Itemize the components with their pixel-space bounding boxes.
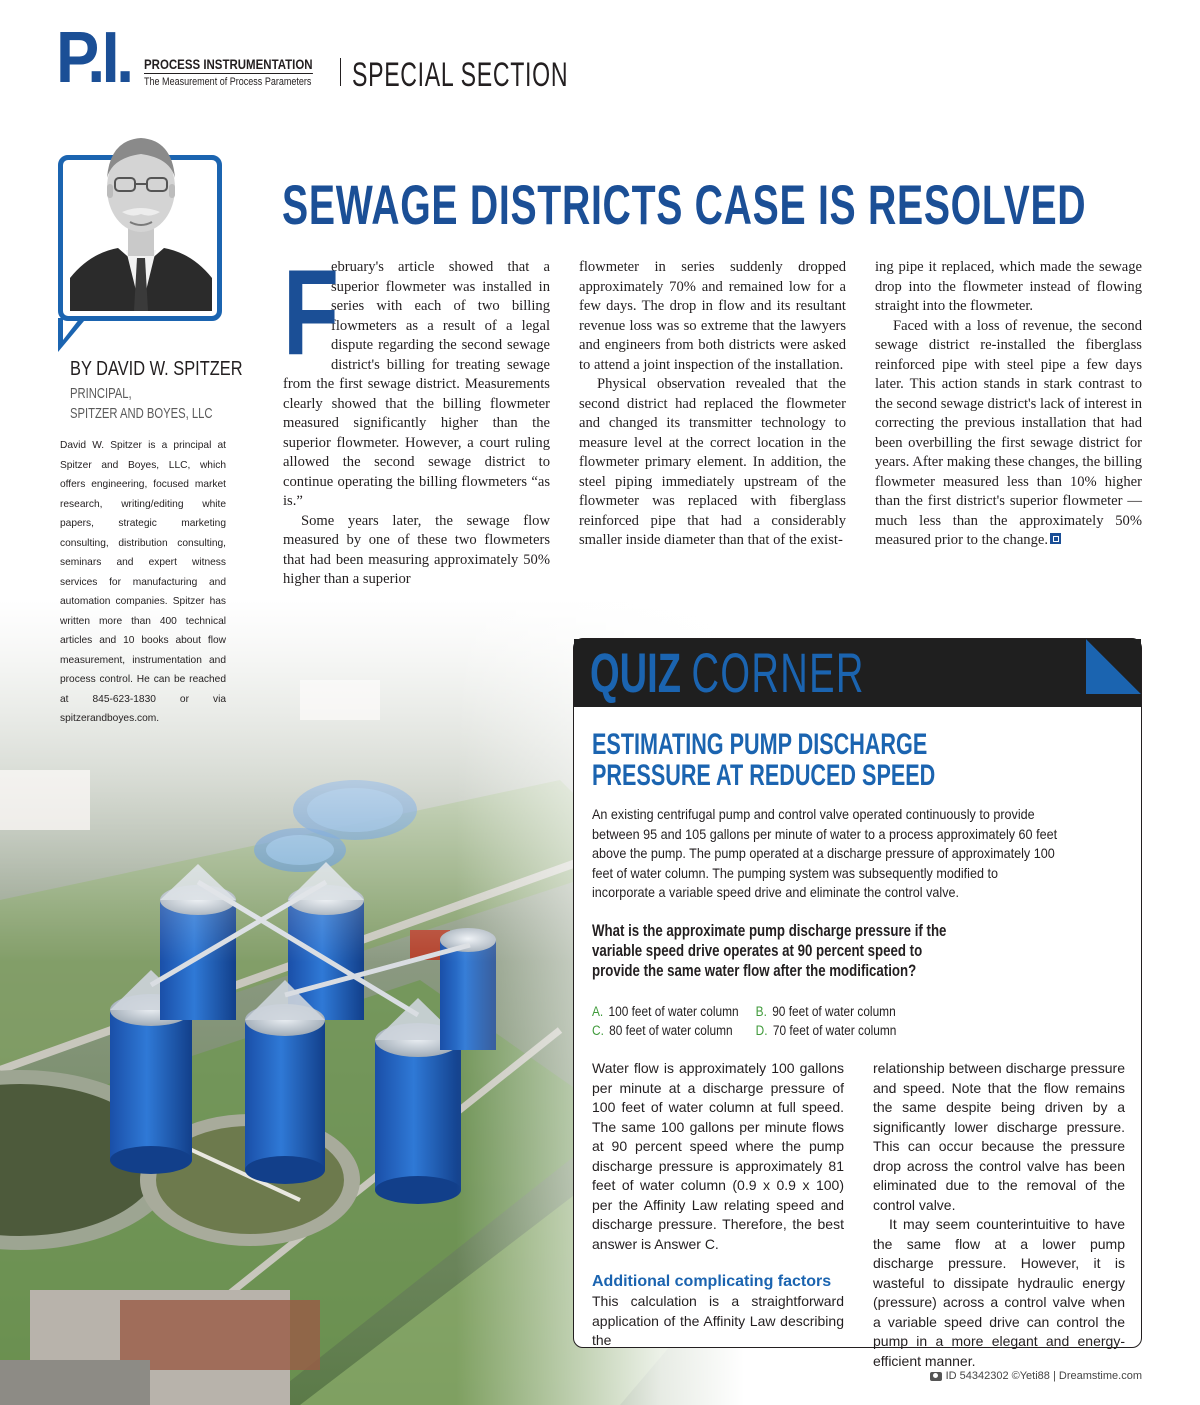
publication-name: PROCESS INSTRUMENTATION — [144, 56, 313, 72]
answer-letter: B. — [755, 1004, 767, 1019]
answer-letter: D. — [755, 1023, 768, 1038]
answer-paragraph: relationship between discharge pressure and speed. Note that the flow remains the same despite being driven by a significantly lower discharge pressure. This can occur because the pressure drop across the control valve has been eliminated due to the removal of the control valve. — [873, 1060, 1125, 1213]
publication-tagline: The Measurement of Process Parameters — [144, 76, 312, 88]
answer-text: 100 feet of water column — [608, 1004, 739, 1019]
answer-option — [756, 1002, 896, 1021]
article-column-3 — [875, 258, 1142, 551]
camera-icon — [930, 1372, 942, 1381]
article-paragraph — [283, 244, 550, 512]
article-paragraph: ing pipe it replaced, which made the sewage drop into the flowmeter instead of flowing straight into the flowmeter. — [875, 259, 1142, 314]
quiz-corner-box — [573, 638, 1142, 1369]
photo-credit — [930, 1370, 1142, 1382]
answer-option — [592, 1021, 733, 1040]
author-byline: BY DAVID W. SPITZER — [70, 358, 243, 380]
article-paragraph: flowmeter in series suddenly dropped approximately 70% and remained low for a few days. The drop in flow and its resultant revenue loss was so extreme that the lawyers and engineers from both districts were asked to attend a joint inspection of the installation. — [579, 259, 846, 373]
author-headshot — [70, 118, 212, 311]
answer-letter: A. — [592, 1004, 604, 1019]
answer-option — [592, 1002, 739, 1021]
article-column-2 — [579, 258, 846, 551]
answer-text: 70 feet of water column — [772, 1023, 897, 1038]
drop-cap: F — [283, 244, 339, 380]
article-paragraph — [875, 317, 1142, 551]
author-title: PRINCIPAL, — [70, 385, 132, 402]
header-divider — [340, 58, 341, 86]
author-company: SPITZER AND BOYES, LLC — [70, 405, 213, 422]
paragraph-text: ebruary's article showed that a superior flowmeter was installed in series with each of two billing flowmeters as a result of a legal dispute regarding the second sewage district's billing for treating sewage from the first sewage district. Measurements clearly showed that the billing flowmeter measured significantly higher than the superior flowmeter. However, a court ruling allowed the second sewage district to continue operating the billing flowmeters “as is.” — [283, 259, 550, 509]
article-paragraph: Some years later, the sewage flow measured by one of these two flowmeters that had been measuring approximately 50% higher than a superior — [283, 512, 550, 587]
section-label: SPECIAL SECTION — [352, 56, 569, 94]
answer-text: 90 feet of water column — [772, 1004, 896, 1019]
author-role — [70, 384, 213, 424]
quiz-title-light: CORNER — [691, 641, 865, 704]
end-mark-icon — [1050, 533, 1061, 544]
answer-paragraph: It may seem counterintuitive to have the same flow at a lower pump discharge pressure. However, it is wasteful to dissipate hydraulic energy (pressure) across a control valve when a variable speed drive can control the pump in a more elegant and energy-efficient manner. — [873, 1216, 1125, 1369]
paragraph-text: Faced with a loss of revenue, the second sewage district re-installed the fiberglass reinforced pipe with steel pipe a few days later. This action stands in stark contrast to the second sewage district's lack of interest in correcting the previous installation that had been overbilling the first sewage district for years. After making these changes, the billing flowmeter measured less than 10% higher than the first district's superior flowmeter — much less than the approximately 50% measured prior to the change. — [875, 317, 1142, 548]
quiz-title — [590, 643, 865, 703]
quiz-subtitle — [592, 729, 966, 791]
article-headline: SEWAGE DISTRICTS CASE IS RESOLVED — [282, 173, 1087, 236]
quiz-answer-column-1 — [592, 1059, 844, 1351]
factors-text: This calculation is a straightforward application of the Affinity Law describing the — [592, 1293, 844, 1348]
answer-text: 80 feet of water column — [609, 1023, 733, 1038]
answer-explanation: Water flow is approximately 100 gallons per minute at a discharge pressure of 100 feet of water column at full speed. The same 100 gallons per minute flows at 90 percent speed where the pump discharge pressure is approximately 81 feet of water column (0.9 x 0.9 x 100) per the Affinity Law relating speed and discharge pressure. Therefore, the best answer is Answer C. — [592, 1060, 844, 1252]
photo-credit-text: ID 54342302 ©Yeti88 | Dreamstime.com — [945, 1370, 1142, 1382]
article-column-1 — [283, 244, 550, 590]
answer-option — [756, 1021, 897, 1040]
speech-bubble-tail — [58, 318, 84, 352]
factors-heading: Additional complicating factors — [592, 1273, 832, 1290]
quiz-intro: An existing centrifugal pump and control valve operated continuously to provide between 95 and 105 gallons per minute of water to a process approximately 60 feet above the pump. The pump operated at a discharge pressure of approximately 100 feet of water column. The pumping system was subsequently modified to incorporate a variable speed drive and eliminate the control valve. — [592, 806, 1058, 900]
quiz-subtitle-line: PRESSURE AT REDUCED SPEED — [592, 759, 936, 792]
quiz-header-bar — [574, 639, 1141, 707]
quiz-answer-column-2 — [873, 1059, 1125, 1371]
article-paragraph: Physical observation revealed that the second district had replaced the flowmeter and changed its transmitter technology to measure level at the correct location in the flowmeter primary element. In addition, the steel piping immediately upstream of the flowmeter was replaced with fiberglass reinforced pipe that had a considerably smaller inside diameter than that of the exist- — [579, 376, 846, 548]
corner-triangle-icon — [1086, 639, 1141, 694]
quiz-subtitle-line: ESTIMATING PUMP DISCHARGE — [592, 728, 928, 761]
author-bio: David W. Spitzer is a principal at Spitzer and Boyes, LLC, which offers engineering, focused market research, writing/editing white papers, strategic marketing consulting, distribution consulting, seminars and expert witness services for manufacturing and automation companies. Spitzer has written more than 400 technical articles and 10 books about flow measurement, instrumentation and process control. He can be reached at 845-623-1830 or via spitzerandboyes.com. — [60, 440, 226, 724]
pi-logo: P.I. — [56, 18, 131, 98]
quiz-title-bold: QUIZ — [590, 641, 681, 704]
quiz-question: What is the approximate pump discharge pressure if the variable speed drive operates at 90 percent speed to provide the same water flow after the modification? — [592, 921, 947, 980]
answer-letter: C. — [592, 1023, 604, 1038]
